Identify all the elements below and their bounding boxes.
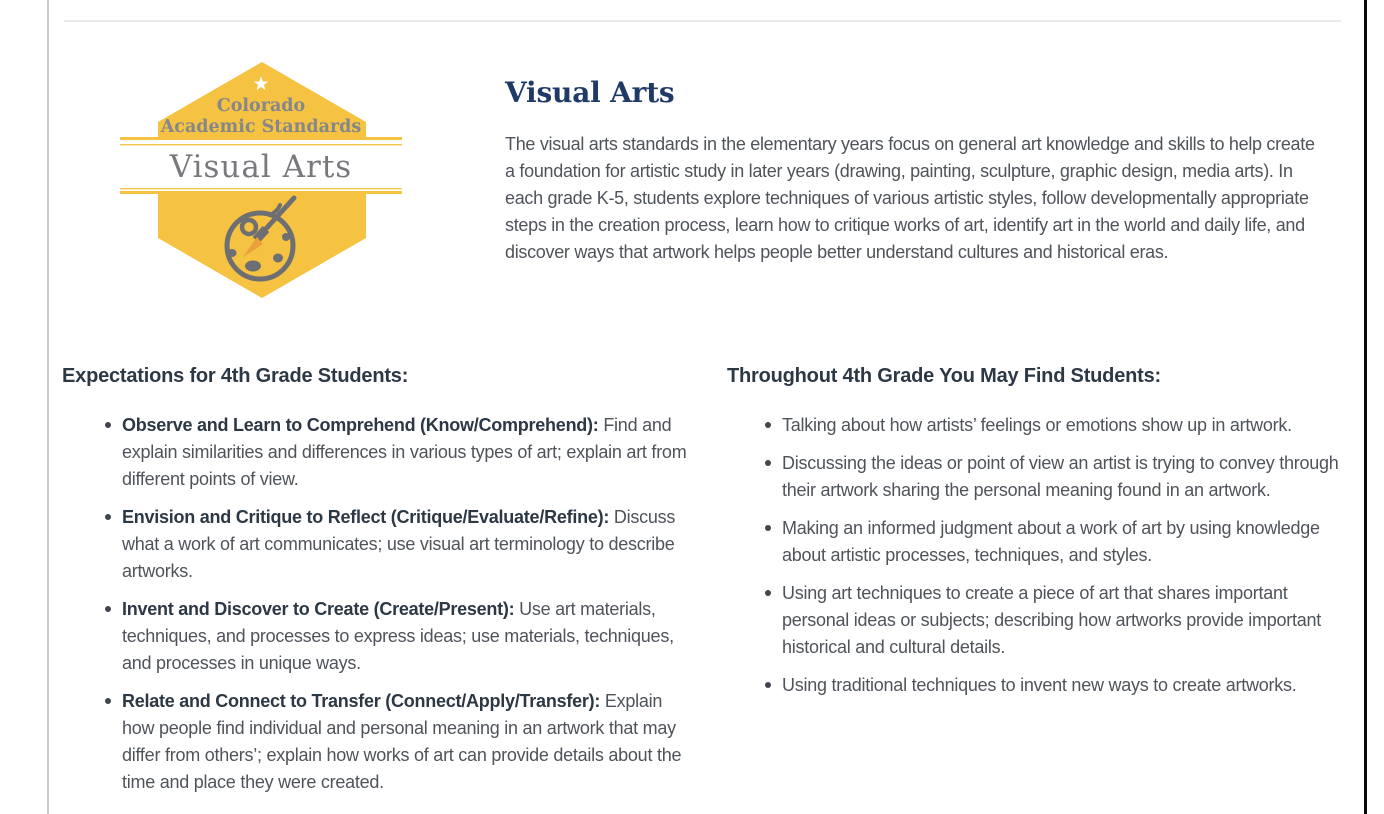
item-text: Use art materials, techniques, and processes to express ideas; use materials, techniques, and processes in unique ways. bbox=[122, 599, 674, 673]
list-item bbox=[782, 412, 1342, 439]
item-text: Explain how people find individual and personal meaning in an artwork that may differ from others’; explain how works of art can provide details about the time and place they were created. bbox=[122, 691, 682, 792]
list-item bbox=[782, 672, 1342, 699]
badge-colorado-academic-standards bbox=[120, 60, 402, 300]
list-item bbox=[122, 504, 690, 585]
item-text: Discussing the ideas or point of view an artist is trying to convey through their artwork sharing the personal meaning found in an artwork. bbox=[782, 453, 1339, 500]
item-text: Making an informed judgment about a work of art by using knowledge about artistic processes, techniques, and styles. bbox=[782, 518, 1320, 565]
right-column-heading: Throughout 4th Grade You May Find Students: bbox=[727, 365, 1161, 387]
item-text: Find and explain similarities and differences in various types of art; explain art from different points of view. bbox=[122, 415, 687, 489]
list-item bbox=[122, 412, 690, 493]
left-border-line bbox=[47, 0, 49, 814]
students-may-section bbox=[727, 365, 1342, 710]
page-title: Visual Arts bbox=[505, 76, 675, 109]
item-lead: Envision and Critique to Reflect (Critique/Evaluate/Refine): bbox=[122, 507, 610, 527]
item-lead: Invent and Discover to Create (Create/Present): bbox=[122, 599, 515, 619]
list-item bbox=[122, 688, 690, 796]
expectations-section bbox=[62, 365, 690, 807]
item-text: Using traditional techniques to invent new ways to create artworks. bbox=[782, 675, 1297, 695]
window-right-edge bbox=[1364, 0, 1367, 814]
intro-paragraph: The visual arts standards in the elementary years focus on general art knowledge and skills to help create a foundation for artistic study in later years (drawing, painting, sculpture, graphic design, media arts). In each grade K-5, students explore techniques of various artistic styles, follow developmentally appropriate steps in the creation process, learn how to critique works of art, identify art in the world and daily life, and discover ways that artwork helps people better understand cultures and historical eras. bbox=[505, 134, 1315, 262]
item-text: Talking about how artists’ feelings or emotions show up in artwork. bbox=[782, 415, 1292, 435]
item-text: Discuss what a work of art communicates; use visual art terminology to describe artworks. bbox=[122, 507, 676, 581]
badge-banner bbox=[120, 137, 402, 194]
top-divider-line bbox=[64, 20, 1341, 22]
badge-org-line2: Academic Standards bbox=[160, 117, 362, 137]
badge-subject-label: Visual Arts bbox=[169, 149, 353, 185]
badge-graphic bbox=[120, 60, 402, 300]
star-icon: ★ bbox=[252, 73, 270, 95]
expectations-list bbox=[62, 412, 690, 796]
item-text: Using art techniques to create a piece of art that shares important personal ideas or subjects; describing how artworks provide important historical and cultural details. bbox=[782, 583, 1322, 657]
left-column-heading: Expectations for 4th Grade Students: bbox=[62, 365, 409, 387]
badge-org-line1: Colorado bbox=[216, 96, 306, 116]
students-may-list bbox=[727, 412, 1342, 699]
list-item bbox=[122, 596, 690, 677]
list-item bbox=[782, 515, 1342, 569]
list-item bbox=[782, 450, 1342, 504]
item-lead: Observe and Learn to Comprehend (Know/Comprehend): bbox=[122, 415, 599, 435]
item-lead: Relate and Connect to Transfer (Connect/Apply/Transfer): bbox=[122, 691, 601, 711]
list-item bbox=[782, 580, 1342, 661]
